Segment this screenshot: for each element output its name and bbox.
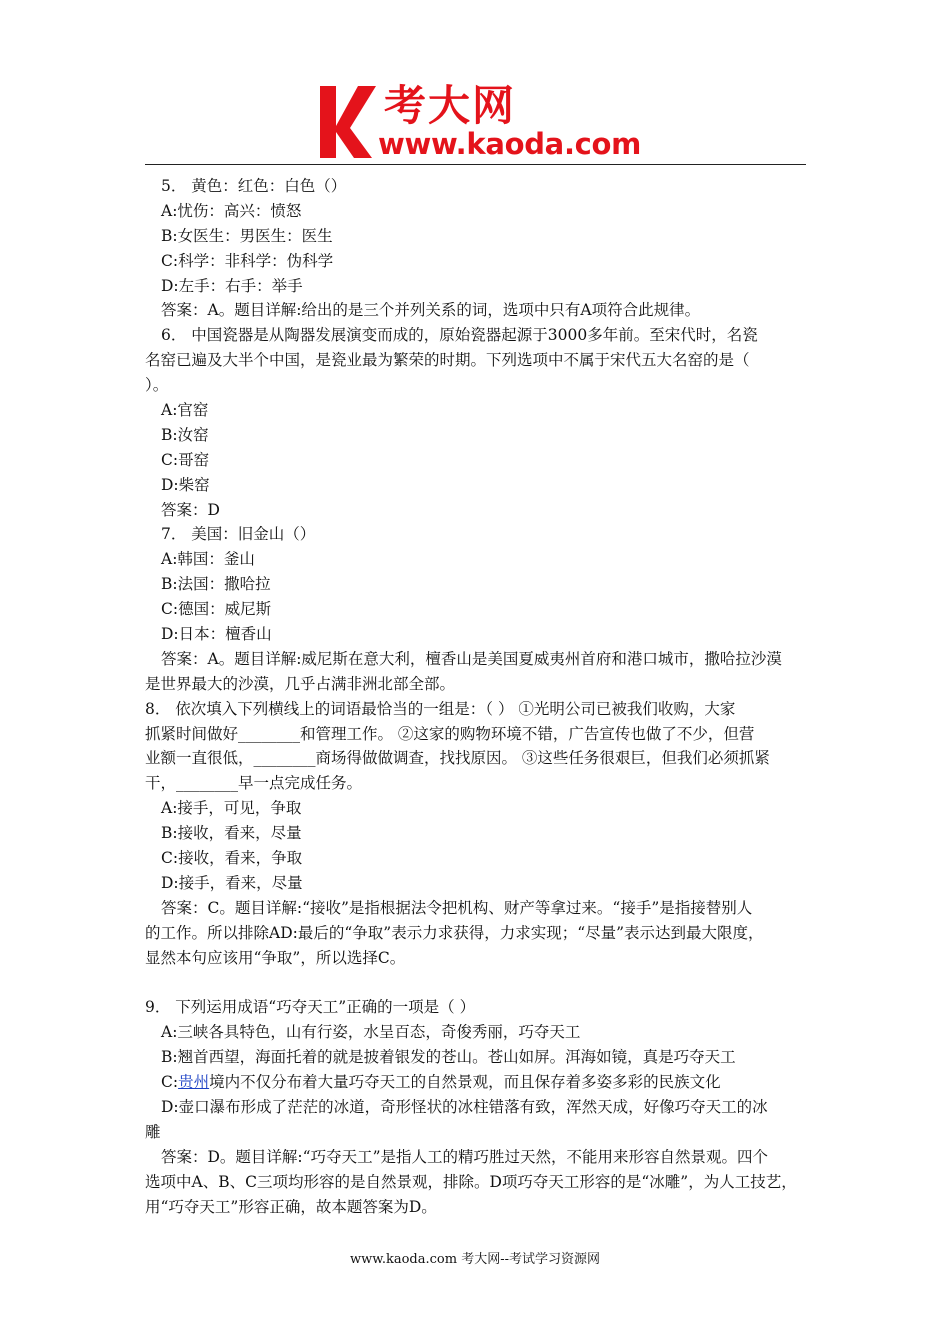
text-line: 7． 美国：旧金山（） [161, 525, 316, 544]
header-divider [145, 164, 806, 165]
text-line: C:贵州境内不仅分布着大量巧夺天工的自然景观，而且保存着多姿多彩的民族文化 [161, 1073, 721, 1092]
text-line: ）。 [145, 376, 169, 395]
text-line: 用“巧夺天工”形容正确，故本题答案为D。 [145, 1197, 437, 1216]
text-line: 雕 [145, 1122, 161, 1141]
text-line: 业额一直很低，________商场得做做调查，找找原因。 ③这些任务很艰巨，但我们必须抓紧 [145, 749, 770, 768]
text-line: C:哥窑 [161, 450, 210, 469]
text-line: 的工作。所以排除AD:最后的“争取”表示力求获得，力求实现；“尽量”表示达到最大限度， [145, 923, 764, 942]
text-line: A:韩国：釜山 [161, 550, 255, 569]
text-line: D:左手：右手：举手 [161, 276, 303, 295]
text-line: B:翘首西望，海面托着的就是披着银发的苍山。苍山如屏。洱海如镜，真是巧夺天工 [161, 1048, 736, 1067]
text-line: D:柴窑 [161, 475, 210, 494]
text-line: B:汝窑 [161, 425, 209, 444]
text-line: 6． 中国瓷器是从陶器发展演变而成的，原始瓷器起源于3000多年前。至宋代时，名瓷 [161, 326, 758, 345]
text-line: A:忧伤：高兴：愤怒 [161, 201, 302, 220]
text-line: C:接收，看来，争取 [161, 849, 303, 868]
text-line: D:接手，看来，尽量 [161, 873, 303, 892]
k-logo-icon [316, 82, 382, 160]
text-line: B:接收，看来，尽量 [161, 824, 302, 843]
text-line: B:女医生：男医生：医生 [161, 226, 333, 245]
document-body [145, 174, 810, 1219]
logo-url-text: www.kaoda.com [378, 127, 642, 161]
text-line: 答案：A。题目详解:威尼斯在意大利，檀香山是美国夏威夷州首府和港口城市，撒哈拉沙漠 [161, 649, 782, 668]
text-line: 答案：A。题目详解:给出的是三个并列关系的词，选项中只有A项符合此规律。 [161, 301, 701, 320]
text-line: 干，________早一点完成任务。 [145, 774, 363, 793]
text-block-1 [145, 174, 810, 1070]
text-line: D:日本：檀香山 [161, 625, 272, 644]
text-line: A:官窑 [161, 401, 209, 420]
text-line: 答案：C。题目详解:“接收”是指根据法令把机构、财产等拿过来。“接手”是指接替别人 [161, 898, 753, 917]
text-line: 5． 黄色：红色：白色（） [161, 177, 347, 195]
logo-chinese-text: 考大网 [384, 81, 517, 130]
text-line: C:德国：威尼斯 [161, 600, 272, 619]
text-line: 抓紧时间做好________和管理工作。 ②这家的购物环境不错，广告宣传也做了不少，但营 [145, 724, 755, 743]
text-line [145, 971, 810, 996]
text-line: A:三峡各具特色，山有行姿，水呈百态，奇俊秀丽，巧夺天工 [161, 1023, 581, 1042]
text-line: 9． 下列运用成语“巧夺天工”正确的一项是（ ） [145, 998, 476, 1017]
text-line: D:壶口瀑布形成了茫茫的冰道，奇形怪状的冰柱错落有致，浑然天成，好像巧夺天工的冰 [161, 1097, 768, 1116]
page-footer: www.kaoda.com 考大网--考试学习资源网 [350, 1252, 600, 1267]
text-line: C:科学：非科学：伪科学 [161, 251, 334, 270]
text-line: 答案：D。题目详解:“巧夺天工”是指人工的精巧胜过天然，不能用来形容自然景观。四个 [161, 1147, 769, 1166]
kaoda-logo [316, 82, 646, 162]
text-block-2 [145, 1095, 810, 1219]
guizhou-link[interactable]: 贵州 [178, 1073, 210, 1092]
text-line: 8． 依次填入下列横线上的词语最恰当的一组是：（ ） ①光明公司已被我们收购，大家 [145, 699, 736, 718]
text-line: 是世界最大的沙漠，几乎占满非洲北部全部。 [145, 674, 456, 693]
text-line: 选项中A、B、C三项均形容的是自然景观，排除。D项巧夺天工形容的是“冰雕”，为人工技艺， [145, 1172, 797, 1191]
text-line: B:法国：撒哈拉 [161, 575, 271, 594]
text-line: 名窑已遍及大半个中国，是瓷业最为繁荣的时期。下列选项中不属于宋代五大名窑的是（ [145, 351, 750, 370]
text-line: A:接手，可见，争取 [161, 799, 302, 818]
text-line: 答案：D [161, 500, 220, 519]
text-line: 显然本句应该用“争取”，所以选择C。 [145, 948, 406, 967]
